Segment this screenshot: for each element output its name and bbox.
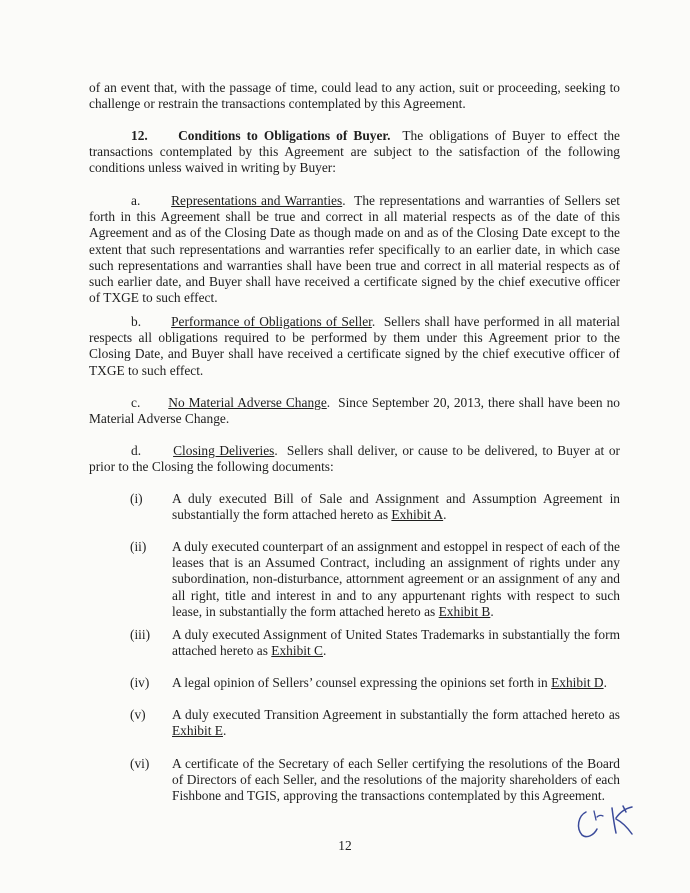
paragraph-text: Sellers shall have performed in all material respects all obligations required to be performed by them under this Agreement prior to the Closing Date, and Buyer shall have received a certificate signed by the chief executive officer of TXGE to such effect. xyxy=(89,314,620,378)
item-text: A duly executed Bill of Sale and Assignment and Assumption Agreement in substantially the form attached hereto as Exhibit A. xyxy=(172,491,620,523)
section-text: The obligations of Buyer to effect the transactions contemplated by this Agreement are subject to the satisfaction of the following conditions unless waived in writing by Buyer: xyxy=(89,128,620,176)
paragraph-heading: No Material Adverse Change xyxy=(168,395,327,410)
exhibit-reference: Exhibit B xyxy=(438,603,491,619)
item-number: (i) xyxy=(130,491,143,506)
paragraph-label: a. xyxy=(131,193,141,208)
item-number: (v) xyxy=(130,707,146,722)
item-text: A certificate of the Secretary of each Seller certifying the resolutions of the Board of Directors of each Seller, and the resolutions of the majority shareholders of each Fishbone and TGIS, approving the transactions contemplated by this Agreement. xyxy=(172,756,620,804)
item-text: A legal opinion of Sellers’ counsel expressing the opinions set forth in Exhibit D. xyxy=(172,675,607,690)
item-number: (ii) xyxy=(130,539,147,554)
paragraph-d: d. Closing Deliveries. Sellers shall deliver, or cause to be delivered, to Buyer at or prior to the Closing the following documents: xyxy=(89,443,621,475)
exhibit-reference: Exhibit E xyxy=(172,723,223,739)
section-number: 12. xyxy=(131,128,148,143)
paragraph-a: a. Representations and Warranties. The representations and warranties of Sellers set forth in this Agreement shall be true and correct in all material respects as of the date of this Agreement and as of the Closing Date as though made on and as of the Closing Date except to the extent that such representations and warranties refer specifically to an earlier date, in which case such representations and warranties shall have been true and correct in all material respects as of such earlier date, and Buyer shall have received a certificate signed by the chief executive officer of TXGE to such effect. xyxy=(89,193,621,306)
paragraph-label: d. xyxy=(131,443,142,458)
exhibit-reference: Exhibit D xyxy=(551,675,604,690)
paragraph-label: b. xyxy=(131,314,142,329)
item-text: A duly executed counterpart of an assignment and estoppel in respect of each of the leases that is an Assumed Contract, including an assignment of rights under any subordination, non-disturbance, attornment agreement or an assignment of any and all right, title and interest in and to any appurtenant rights with respect to such lease, in substantially the form attached hereto as Exhibit B. xyxy=(172,539,620,619)
paragraph-text: The representations and warranties of Sellers set forth in this Agreement shall be true and correct in all material respects as of the date of this Agreement and as of the Closing Date as though made on and as of the Closing Date except to the extent that such representations and warranties refer specifically to an earlier date, in which case such representations and warranties shall have been true and correct in all material respects as of such earlier date, and Buyer shall have received a certificate signed by the chief executive officer of TXGE to such effect. xyxy=(89,193,621,306)
paragraph-heading: Representations and Warranties xyxy=(171,193,343,208)
item-number: (iii) xyxy=(130,627,151,642)
handwritten-initials-signature xyxy=(572,798,642,842)
paragraph-heading: Closing Deliveries xyxy=(173,443,275,458)
paragraph-c: c. No Material Adverse Change. Since September 20, 2013, there shall have been no Material Adverse Change. xyxy=(89,395,620,427)
section-title: Conditions to Obligations of Buyer. xyxy=(178,128,391,143)
item-text: A duly executed Assignment of United States Trademarks in substantially the form attached hereto as Exhibit C. xyxy=(172,627,620,659)
paragraph-text: Since September 20, 2013, there shall have been no Material Adverse Change. xyxy=(89,395,620,427)
item-number: (iv) xyxy=(130,675,150,690)
paragraph-b: b. Performance of Obligations of Seller. Sellers shall have performed in all material respects all obligations required to be performed by them under this Agreement prior to the Closing Date, and Buyer shall have received a certificate signed by the chief executive officer of TXGE to such effect. xyxy=(89,314,620,378)
exhibit-reference: Exhibit C xyxy=(271,643,323,659)
exhibit-reference: Exhibit A xyxy=(391,507,444,523)
item-number: (vi) xyxy=(130,756,150,771)
paragraph-label: c. xyxy=(131,395,141,410)
paragraph-text: Sellers shall deliver, or cause to be delivered, to Buyer at or prior to the Closing the following documents: xyxy=(89,443,621,475)
section-12-paragraph xyxy=(89,128,620,177)
page-number: 12 xyxy=(338,838,352,853)
paragraph-heading: Performance of Obligations of Seller xyxy=(171,314,372,329)
intro-paragraph: of an event that, with the passage of time, could lead to any action, suit or proceeding, seeking to challenge or restrain the transactions contemplated by this Agreement. xyxy=(89,80,620,112)
item-text: A duly executed Transition Agreement in substantially the form attached hereto as Exhibit E. xyxy=(172,707,620,739)
